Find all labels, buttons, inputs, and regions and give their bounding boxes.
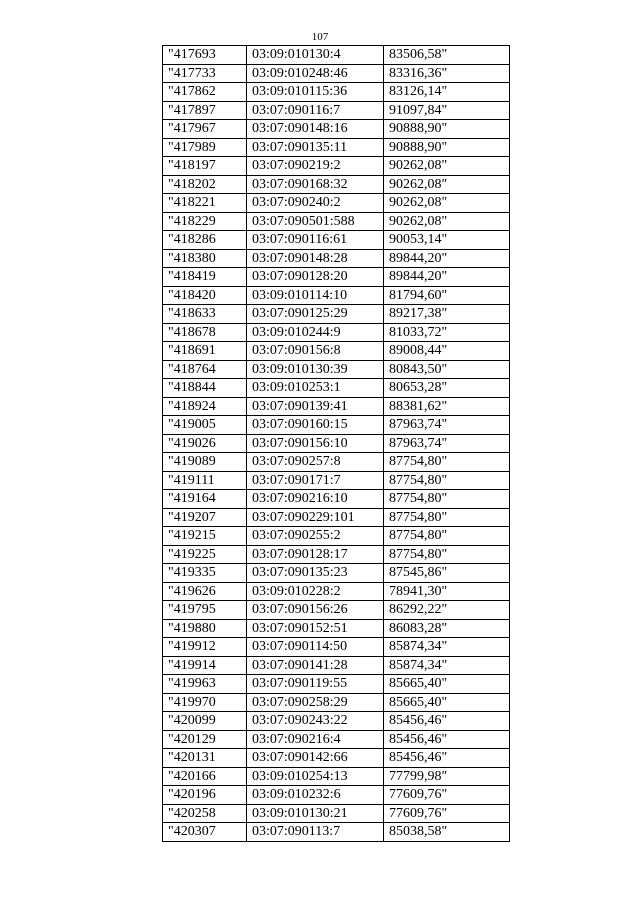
cadastral-number-cell: 03:07:090156:26 — [247, 601, 384, 620]
table-row — [163, 675, 510, 694]
table-row — [163, 231, 510, 250]
cadastral-number-cell: 03:07:090148:28 — [247, 249, 384, 268]
cadastral-number-cell: 03:07:090116:61 — [247, 231, 384, 250]
data-table — [162, 45, 510, 842]
table-row — [163, 767, 510, 786]
row-number-cell: "420307 — [163, 823, 247, 842]
row-number-cell: "418202 — [163, 175, 247, 194]
row-number-cell: "419970 — [163, 693, 247, 712]
amount-cell: 85456,46" — [384, 749, 510, 768]
cadastral-number-cell: 03:09:010130:21 — [247, 804, 384, 823]
amount-cell: 77609,76" — [384, 804, 510, 823]
table-row — [163, 823, 510, 842]
amount-cell: 90262,08" — [384, 212, 510, 231]
row-number-cell: "419005 — [163, 416, 247, 435]
cadastral-number-cell: 03:07:090160:15 — [247, 416, 384, 435]
amount-cell: 87754,80" — [384, 471, 510, 490]
table-row — [163, 545, 510, 564]
cadastral-number-cell: 03:07:090142:66 — [247, 749, 384, 768]
cadastral-number-cell: 03:07:090219:2 — [247, 157, 384, 176]
amount-cell: 86292,22" — [384, 601, 510, 620]
cadastral-number-cell: 03:07:090171:7 — [247, 471, 384, 490]
cadastral-number-cell: 03:07:090258:29 — [247, 693, 384, 712]
row-number-cell: "417967 — [163, 120, 247, 139]
amount-cell: 77799,98" — [384, 767, 510, 786]
row-number-cell: "419914 — [163, 656, 247, 675]
amount-cell: 83316,36" — [384, 64, 510, 83]
cadastral-number-cell: 03:07:090148:16 — [247, 120, 384, 139]
table-row — [163, 305, 510, 324]
cadastral-number-cell: 03:07:090257:8 — [247, 453, 384, 472]
cadastral-number-cell: 03:07:090168:32 — [247, 175, 384, 194]
cadastral-number-cell: 03:09:010228:2 — [247, 582, 384, 601]
amount-cell: 83126,14" — [384, 83, 510, 102]
row-number-cell: "418844 — [163, 379, 247, 398]
table-row — [163, 730, 510, 749]
table-row — [163, 453, 510, 472]
amount-cell: 90888,90" — [384, 120, 510, 139]
cadastral-number-cell: 03:07:090152:51 — [247, 619, 384, 638]
cadastral-number-cell: 03:09:010232:6 — [247, 786, 384, 805]
table-row — [163, 638, 510, 657]
cadastral-number-cell: 03:07:090216:4 — [247, 730, 384, 749]
cadastral-number-cell: 03:07:090119:55 — [247, 675, 384, 694]
amount-cell: 89217,38" — [384, 305, 510, 324]
amount-cell: 85665,40" — [384, 675, 510, 694]
table-row — [163, 434, 510, 453]
table-row — [163, 490, 510, 509]
row-number-cell: "418221 — [163, 194, 247, 213]
table-row — [163, 46, 510, 65]
row-number-cell: "417693 — [163, 46, 247, 65]
amount-cell: 87545,86" — [384, 564, 510, 583]
table-row — [163, 212, 510, 231]
row-number-cell: "420258 — [163, 804, 247, 823]
cadastral-number-cell: 03:07:090114:50 — [247, 638, 384, 657]
page-number: 107 — [311, 31, 329, 43]
cadastral-number-cell: 03:07:090243:22 — [247, 712, 384, 731]
amount-cell: 90262,08" — [384, 175, 510, 194]
amount-cell: 89008,44" — [384, 342, 510, 361]
cadastral-number-cell: 03:07:090501:588 — [247, 212, 384, 231]
table-row — [163, 120, 510, 139]
row-number-cell: "417733 — [163, 64, 247, 83]
amount-cell: 87754,80" — [384, 490, 510, 509]
amount-cell: 87754,80" — [384, 545, 510, 564]
cadastral-number-cell: 03:07:090156:8 — [247, 342, 384, 361]
table-row — [163, 564, 510, 583]
table-row — [163, 64, 510, 83]
amount-cell: 87754,80" — [384, 453, 510, 472]
amount-cell: 81033,72" — [384, 323, 510, 342]
amount-cell: 80653,28" — [384, 379, 510, 398]
table-row — [163, 157, 510, 176]
cadastral-number-cell: 03:07:090255:2 — [247, 527, 384, 546]
table-row — [163, 101, 510, 120]
row-number-cell: "418286 — [163, 231, 247, 250]
cadastral-number-cell: 03:09:010130:39 — [247, 360, 384, 379]
table-row — [163, 527, 510, 546]
row-number-cell: "418924 — [163, 397, 247, 416]
cadastral-number-cell: 03:09:010114:10 — [247, 286, 384, 305]
amount-cell: 91097,84" — [384, 101, 510, 120]
cadastral-number-cell: 03:07:090113:7 — [247, 823, 384, 842]
row-number-cell: "417989 — [163, 138, 247, 157]
amount-cell: 77609,76" — [384, 786, 510, 805]
table-row — [163, 508, 510, 527]
table-row — [163, 249, 510, 268]
cadastral-number-cell: 03:09:010244:9 — [247, 323, 384, 342]
amount-cell: 85874,34" — [384, 638, 510, 657]
row-number-cell: "419626 — [163, 582, 247, 601]
amount-cell: 87754,80" — [384, 527, 510, 546]
cadastral-number-cell: 03:07:090141:28 — [247, 656, 384, 675]
cadastral-number-cell: 03:09:010115:36 — [247, 83, 384, 102]
row-number-cell: "420131 — [163, 749, 247, 768]
cadastral-number-cell: 03:09:010253:1 — [247, 379, 384, 398]
row-number-cell: "417897 — [163, 101, 247, 120]
table-row — [163, 397, 510, 416]
cadastral-number-cell: 03:09:010254:13 — [247, 767, 384, 786]
table-row — [163, 471, 510, 490]
table-row — [163, 601, 510, 620]
amount-cell: 87963,74" — [384, 416, 510, 435]
cadastral-number-cell: 03:07:090135:11 — [247, 138, 384, 157]
table-row — [163, 194, 510, 213]
table-row — [163, 323, 510, 342]
amount-cell: 86083,28" — [384, 619, 510, 638]
table-row — [163, 360, 510, 379]
table-row — [163, 693, 510, 712]
cadastral-number-cell: 03:07:090116:7 — [247, 101, 384, 120]
table-row — [163, 656, 510, 675]
row-number-cell: "419089 — [163, 453, 247, 472]
cadastral-number-cell: 03:07:090216:10 — [247, 490, 384, 509]
row-number-cell: "419215 — [163, 527, 247, 546]
table-row — [163, 286, 510, 305]
amount-cell: 90888,90" — [384, 138, 510, 157]
amount-cell: 87963,74" — [384, 434, 510, 453]
row-number-cell: "419111 — [163, 471, 247, 490]
amount-cell: 85874,34" — [384, 656, 510, 675]
table-row — [163, 786, 510, 805]
table-row — [163, 416, 510, 435]
table-row — [163, 175, 510, 194]
amount-cell: 83506,58" — [384, 46, 510, 65]
row-number-cell: "419963 — [163, 675, 247, 694]
row-number-cell: "420099 — [163, 712, 247, 731]
row-number-cell: "419164 — [163, 490, 247, 509]
cadastral-number-cell: 03:07:090139:41 — [247, 397, 384, 416]
row-number-cell: "420129 — [163, 730, 247, 749]
amount-cell: 88381,62" — [384, 397, 510, 416]
row-number-cell: "418764 — [163, 360, 247, 379]
row-number-cell: "417862 — [163, 83, 247, 102]
row-number-cell: "418691 — [163, 342, 247, 361]
cadastral-number-cell: 03:07:090128:17 — [247, 545, 384, 564]
amount-cell: 90262,08" — [384, 194, 510, 213]
table-row — [163, 619, 510, 638]
amount-cell: 80843,50" — [384, 360, 510, 379]
row-number-cell: "418419 — [163, 268, 247, 287]
amount-cell: 85456,46" — [384, 712, 510, 731]
row-number-cell: "418420 — [163, 286, 247, 305]
row-number-cell: "418380 — [163, 249, 247, 268]
amount-cell: 85456,46" — [384, 730, 510, 749]
table-row — [163, 83, 510, 102]
cadastral-number-cell: 03:07:090229:101 — [247, 508, 384, 527]
cadastral-number-cell: 03:07:090135:23 — [247, 564, 384, 583]
amount-cell: 85665,40" — [384, 693, 510, 712]
row-number-cell: "419795 — [163, 601, 247, 620]
row-number-cell: "418229 — [163, 212, 247, 231]
table-row — [163, 804, 510, 823]
table-body — [163, 46, 510, 842]
cadastral-number-cell: 03:07:090125:29 — [247, 305, 384, 324]
amount-cell: 90262,08" — [384, 157, 510, 176]
cadastral-number-cell: 03:07:090156:10 — [247, 434, 384, 453]
row-number-cell: "419335 — [163, 564, 247, 583]
table-row — [163, 342, 510, 361]
amount-cell: 87754,80" — [384, 508, 510, 527]
amount-cell: 89844,20" — [384, 249, 510, 268]
row-number-cell: "420196 — [163, 786, 247, 805]
cadastral-number-cell: 03:09:010130:4 — [247, 46, 384, 65]
row-number-cell: "419207 — [163, 508, 247, 527]
table-row — [163, 268, 510, 287]
cadastral-number-cell: 03:09:010248:46 — [247, 64, 384, 83]
row-number-cell: "419225 — [163, 545, 247, 564]
table-row — [163, 582, 510, 601]
table-row — [163, 749, 510, 768]
row-number-cell: "418197 — [163, 157, 247, 176]
cadastral-number-cell: 03:07:090128:20 — [247, 268, 384, 287]
row-number-cell: "418678 — [163, 323, 247, 342]
amount-cell: 89844,20" — [384, 268, 510, 287]
table-row — [163, 712, 510, 731]
row-number-cell: "419880 — [163, 619, 247, 638]
row-number-cell: "420166 — [163, 767, 247, 786]
table-row — [163, 379, 510, 398]
amount-cell: 85038,58" — [384, 823, 510, 842]
table-row — [163, 138, 510, 157]
amount-cell: 81794,60" — [384, 286, 510, 305]
row-number-cell: "418633 — [163, 305, 247, 324]
amount-cell: 90053,14" — [384, 231, 510, 250]
amount-cell: 78941,30" — [384, 582, 510, 601]
row-number-cell: "419912 — [163, 638, 247, 657]
row-number-cell: "419026 — [163, 434, 247, 453]
cadastral-number-cell: 03:07:090240:2 — [247, 194, 384, 213]
